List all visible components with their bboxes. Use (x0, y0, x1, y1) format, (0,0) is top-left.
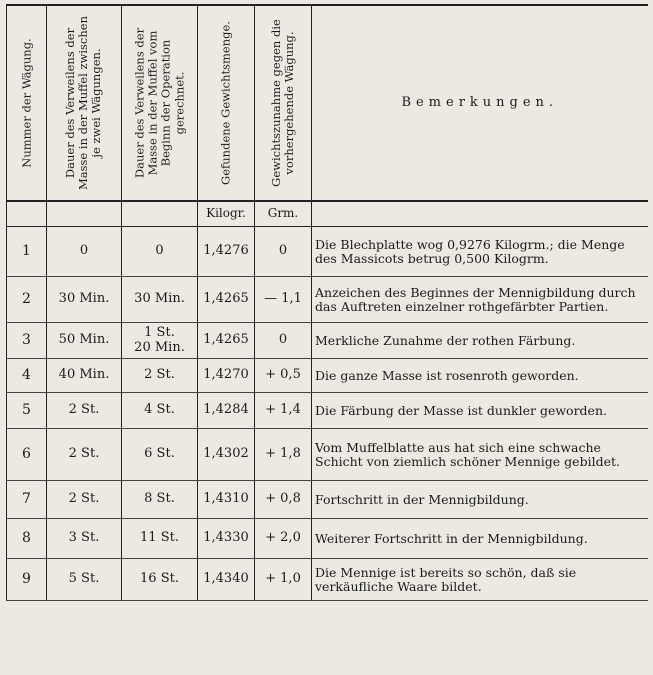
header-increase (255, 5, 312, 201)
table-row (7, 481, 648, 519)
remark: Fortschritt in der Mennigbildung. (312, 481, 648, 519)
weight-increase: + 0,5 (255, 359, 312, 393)
duration-total-line: 8 St. (144, 491, 175, 507)
duration-total (122, 559, 198, 601)
unit-empty (7, 201, 47, 227)
duration-total-line: 2 St. (144, 367, 175, 383)
weight-value: 1,4310 (198, 481, 255, 519)
header-number-text: Nummer der Wägung. (18, 38, 33, 168)
row-number: 8 (7, 519, 47, 559)
header-remarks-text: Bemerkungen. (401, 94, 559, 110)
duration-total-line: 30 Min. (134, 291, 185, 307)
header-duration-total-text: Dauer des Verweilens der Masse in der Muffel vom Beginn der Operation gerechnet. (132, 27, 186, 179)
units-row (7, 201, 648, 227)
weight-value: 1,4270 (198, 359, 255, 393)
duration-total (122, 227, 198, 277)
unit-increase: Grm. (255, 201, 312, 227)
header-duration-between-text: Dauer des Verweilens der Masse in der Muffel zwischen je zwei Wägungen. (63, 16, 104, 190)
weight-increase: + 1,0 (255, 559, 312, 601)
weight-value: 1,4265 (198, 323, 255, 359)
duration-total-line: 20 Min. (134, 339, 185, 355)
remark: Die Mennige ist bereits so schön, daß sie verkäufliche Waare bildet. (312, 559, 648, 601)
duration-between: 0 (47, 227, 122, 277)
duration-between: 3 St. (47, 519, 122, 559)
weight-increase: 0 (255, 227, 312, 277)
duration-total-line: 1 St. (144, 325, 175, 341)
row-number: 4 (7, 359, 47, 393)
remark: Merkliche Zunahme der rothen Färbung. (312, 323, 648, 359)
header-increase-text: Gewichtszunahme gegen die vorhergehende Wägung. (268, 19, 296, 187)
duration-total (122, 323, 198, 359)
unit-empty (122, 201, 198, 227)
duration-between: 30 Min. (47, 277, 122, 323)
remark: Vom Muffelblatte aus hat sich eine schwache Schicht von ziemlich schöner Mennige gebildet. (312, 429, 648, 481)
duration-between: 2 St. (47, 429, 122, 481)
unit-empty (312, 201, 648, 227)
row-number: 3 (7, 323, 47, 359)
row-number: 2 (7, 277, 47, 323)
row-number: 5 (7, 393, 47, 429)
table-row (7, 429, 648, 481)
weight-increase: + 1,8 (255, 429, 312, 481)
weight-increase: + 2,0 (255, 519, 312, 559)
duration-between: 40 Min. (47, 359, 122, 393)
weight-value: 1,4276 (198, 227, 255, 277)
duration-total-line: 0 (155, 243, 164, 259)
table-row (7, 393, 648, 429)
header-duration-between (47, 5, 122, 201)
header-row (7, 5, 648, 201)
table-row (7, 277, 648, 323)
remark: Die Färbung der Masse ist dunkler geworden. (312, 393, 648, 429)
duration-total-line: 6 St. (144, 446, 175, 462)
duration-total (122, 359, 198, 393)
row-number: 9 (7, 559, 47, 601)
duration-total (122, 481, 198, 519)
duration-between: 50 Min. (47, 323, 122, 359)
duration-between: 5 St. (47, 559, 122, 601)
remark: Die ganze Masse ist rosenroth geworden. (312, 359, 648, 393)
duration-total-line: 4 St. (144, 402, 175, 418)
duration-total (122, 429, 198, 481)
duration-between: 2 St. (47, 481, 122, 519)
weighing-table (6, 4, 648, 601)
header-weight (198, 5, 255, 201)
remark: Die Blechplatte wog 0,9276 Kilogrm.; die Menge des Massicots betrug 0,500 Kilogrm. (312, 227, 648, 277)
table-row (7, 559, 648, 601)
table-row (7, 519, 648, 559)
remark: Anzeichen des Beginnes der Mennigbildung durch das Auftreten einzelner rothgefärbter Partien. (312, 277, 648, 323)
weight-increase: + 0,8 (255, 481, 312, 519)
header-number (7, 5, 47, 201)
header-remarks (312, 5, 648, 201)
row-number: 7 (7, 481, 47, 519)
duration-total (122, 277, 198, 323)
weight-increase: — 1,1 (255, 277, 312, 323)
weight-increase: + 1,4 (255, 393, 312, 429)
remark: Weiterer Fortschritt in der Mennigbildung. (312, 519, 648, 559)
weight-value: 1,4340 (198, 559, 255, 601)
row-number: 6 (7, 429, 47, 481)
weight-value: 1,4330 (198, 519, 255, 559)
weight-value: 1,4284 (198, 393, 255, 429)
weight-value: 1,4265 (198, 277, 255, 323)
duration-total-line: 16 St. (140, 571, 179, 587)
weight-value: 1,4302 (198, 429, 255, 481)
table-row (7, 227, 648, 277)
weight-increase: 0 (255, 323, 312, 359)
table-row (7, 323, 648, 359)
duration-between: 2 St. (47, 393, 122, 429)
header-duration-total (122, 5, 198, 201)
duration-total (122, 393, 198, 429)
duration-total (122, 519, 198, 559)
row-number: 1 (7, 227, 47, 277)
table-row (7, 359, 648, 393)
duration-total-line: 11 St. (140, 530, 179, 546)
header-weight-text: Gefundene Gewichtsmenge. (218, 21, 233, 185)
unit-empty (47, 201, 122, 227)
unit-weight: Kilogr. (198, 201, 255, 227)
